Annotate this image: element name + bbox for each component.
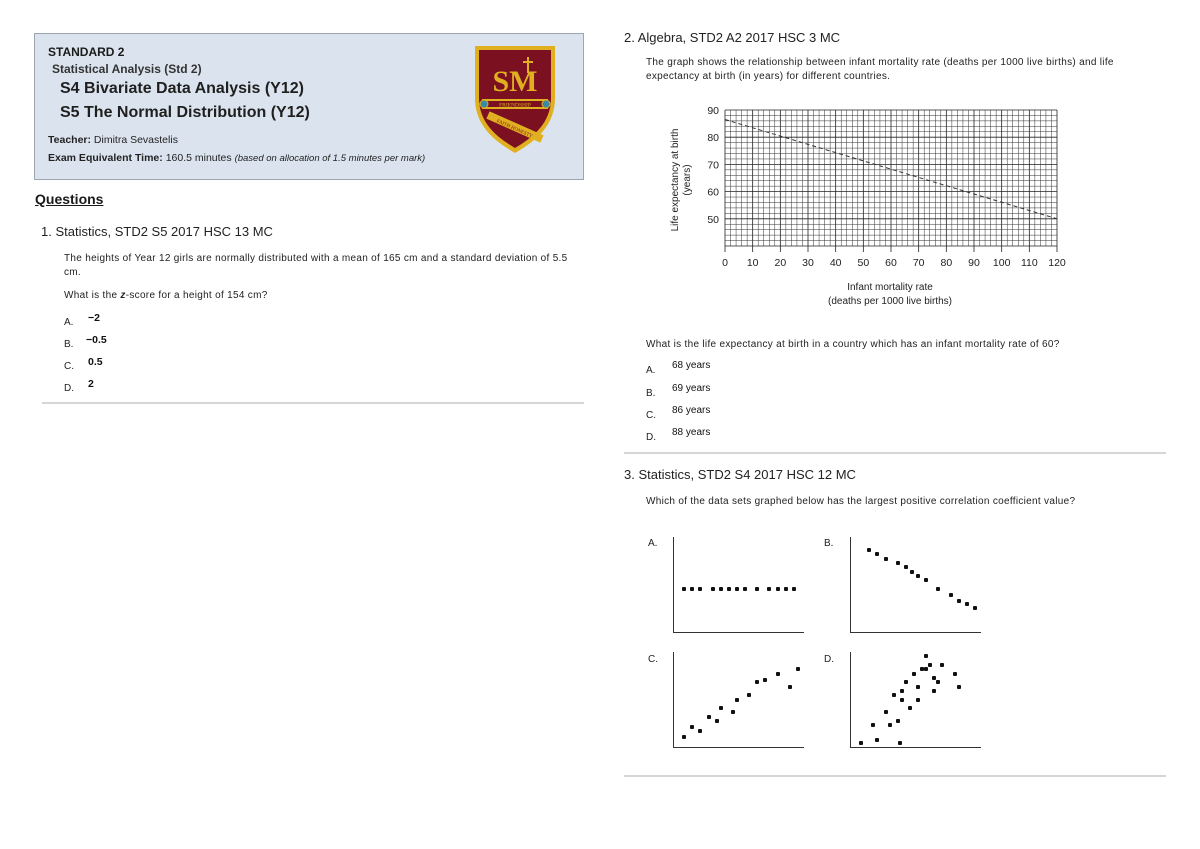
scatter-point [957, 599, 961, 603]
standard-label: STANDARD 2 [48, 45, 125, 59]
q2-title: Algebra, STD2 A2 2017 HSC 3 MC [637, 30, 841, 45]
option-label: A. [646, 365, 656, 376]
option-label: B. [64, 339, 74, 350]
scatter-point [965, 602, 969, 606]
q2-number: 2. [624, 30, 635, 45]
q1-number: 1. [41, 224, 52, 239]
scatter-point [871, 723, 875, 727]
scatter-point [912, 672, 916, 676]
y-tick-label: 70 [707, 159, 719, 172]
q1-option-b[interactable] [64, 334, 107, 352]
scatter-point [940, 663, 944, 667]
q2-heading [624, 30, 840, 45]
x-ticks [722, 246, 1066, 269]
x-tick-label: 70 [912, 257, 925, 269]
exam-time-note: (based on allocation of 1.5 minutes per mark) [234, 153, 426, 164]
option-value: −2 [88, 312, 100, 324]
scatter-point [875, 552, 879, 556]
scatter-point [900, 698, 904, 702]
scatter-point [763, 678, 767, 682]
teacher-line [48, 134, 178, 146]
panel-a-label: A. [648, 538, 658, 549]
scatter-point [859, 741, 863, 745]
teacher-label: Teacher: [48, 134, 91, 146]
scatter-point [747, 693, 751, 697]
q1-prompt-z: z [120, 290, 126, 301]
x-tick-label: 110 [1020, 257, 1038, 269]
scatter-point [788, 685, 792, 689]
q2-option-d[interactable] [646, 427, 711, 445]
scatter-point [904, 680, 908, 684]
scatter-point [888, 723, 892, 727]
x-axis-label-units: (deaths per 1000 live births) [828, 296, 952, 307]
q2-option-a[interactable] [646, 360, 711, 378]
scatter-point [924, 667, 928, 671]
option-label: D. [646, 432, 656, 443]
option-value: 69 years [672, 383, 711, 394]
scatter-point [707, 715, 711, 719]
scatter-point [875, 738, 879, 742]
scatter-point [690, 587, 694, 591]
scatter-point [743, 587, 747, 591]
option-value: 88 years [672, 427, 711, 438]
crest-motto: FAITH HONESTY [495, 119, 534, 140]
scatter-panel-a[interactable] [673, 537, 804, 633]
x-tick-label: 10 [746, 257, 759, 269]
scatter-point [727, 587, 731, 591]
scatter-point [904, 565, 908, 569]
scatter-point [682, 587, 686, 591]
y-tick-label: 80 [707, 132, 719, 145]
x-tick-label: 60 [885, 257, 897, 269]
scatter-point [867, 548, 871, 552]
scatter-point [755, 680, 759, 684]
chart-grid [725, 110, 1057, 246]
panel-d-label: D. [824, 654, 834, 665]
option-value: −0.5 [86, 334, 107, 346]
scatter-panel-c[interactable] [673, 652, 804, 748]
scatter-point [719, 587, 723, 591]
questions-heading: Questions [35, 191, 104, 207]
scatter-point [898, 741, 902, 745]
topic-2: S5 The Normal Distribution (Y12) [60, 104, 310, 121]
exam-time-line [48, 152, 425, 164]
y-ticks [707, 105, 719, 226]
scatter-point [719, 706, 723, 710]
scatter-point [896, 561, 900, 565]
q1-option-a[interactable] [64, 312, 100, 330]
x-tick-label: 0 [722, 257, 728, 269]
x-tick-label: 40 [829, 257, 842, 269]
q1-option-d[interactable] [64, 378, 94, 396]
topic-1: S4 Bivariate Data Analysis (Y12) [60, 80, 304, 97]
y-tick-label: 60 [707, 186, 719, 199]
q1-prompt-post: -score for a height of 154 cm? [125, 290, 268, 301]
option-label: B. [646, 388, 656, 399]
q3-heading [624, 467, 856, 482]
x-tick-label: 90 [968, 257, 980, 269]
scatter-point [900, 689, 904, 693]
q2-body: The graph shows the relationship between infant mortality rate (deaths per 1000 live births) and life expectancy at birth (in years) for different countries. [646, 57, 1114, 82]
scatter-point [953, 672, 957, 676]
scatter-point [792, 587, 796, 591]
scatter-point [916, 685, 920, 689]
scatter-point [711, 587, 715, 591]
scatter-point [731, 710, 735, 714]
q1-prompt-pre: What is the [64, 290, 121, 301]
q1-body: The heights of Year 12 girls are normally distributed with a mean of 165 cm and a standard deviation of 5.5 cm. [64, 253, 568, 278]
scatter-point [690, 725, 694, 729]
y-axis-label-units: (years) [682, 164, 693, 196]
scatter-point [949, 593, 953, 597]
option-value: 0.5 [88, 356, 103, 368]
option-label: C. [64, 361, 74, 372]
school-crest-logo [472, 43, 558, 155]
scatter-point [916, 698, 920, 702]
q2-option-c[interactable] [646, 405, 711, 423]
q3-body: Which of the data sets graphed below has the largest positive correlation coefficient value? [646, 496, 1076, 507]
option-label: D. [64, 383, 74, 394]
scatter-point [884, 557, 888, 561]
scatter-point [924, 578, 928, 582]
crest-monogram: SM [492, 65, 538, 98]
scatter-point [928, 663, 932, 667]
scatter-point [776, 672, 780, 676]
scatter-point [936, 587, 940, 591]
scatter-point [767, 587, 771, 591]
scatter-point [957, 685, 961, 689]
x-tick-label: 50 [857, 257, 870, 269]
q1-heading [41, 224, 273, 239]
exam-time-value: 160.5 minutes [165, 152, 232, 164]
scatter-panel-b[interactable] [850, 537, 981, 633]
option-value: 2 [88, 378, 94, 390]
scatter-point [796, 667, 800, 671]
q3-title: Statistics, STD2 S4 2017 HSC 12 MC [638, 467, 856, 482]
scatter-point [932, 689, 936, 693]
scatter-point [910, 570, 914, 574]
crest-banner-text: FRIENDSHIP [499, 102, 531, 109]
option-value: 86 years [672, 405, 711, 416]
q1-option-c[interactable] [64, 356, 103, 374]
option-label: A. [64, 317, 74, 328]
scatter-panel-d[interactable] [850, 652, 981, 748]
y-tick-label: 90 [707, 105, 719, 117]
exam-time-label: Exam Equivalent Time: [48, 152, 163, 164]
panel-c-label: C. [648, 654, 658, 665]
scatter-point [755, 587, 759, 591]
x-tick-label: 100 [992, 257, 1011, 269]
course-label: Statistical Analysis (Std 2) [52, 62, 202, 76]
scatter-point [735, 698, 739, 702]
x-tick-label: 120 [1048, 257, 1066, 269]
q3-number: 3. [624, 467, 635, 482]
scatter-point [884, 710, 888, 714]
scatter-point [908, 706, 912, 710]
scatter-point [776, 587, 780, 591]
q3-divider [624, 775, 1166, 777]
scatter-point [896, 719, 900, 723]
teacher-name: Dimitra Sevastelis [93, 134, 178, 146]
scatter-point [973, 606, 977, 610]
scatter-point [924, 654, 928, 658]
scatter-point [784, 587, 788, 591]
x-tick-label: 30 [802, 257, 814, 269]
q1-prompt [64, 289, 268, 303]
q2-prompt: What is the life expectancy at birth in a country which has an infant mortality rate of 60? [646, 339, 1060, 350]
q2-option-b[interactable] [646, 383, 711, 401]
scatter-point [936, 680, 940, 684]
q1-divider [42, 402, 584, 404]
q2-divider [624, 452, 1166, 454]
panel-b-label: B. [824, 538, 834, 549]
scatter-point [698, 729, 702, 733]
scatter-point [715, 719, 719, 723]
y-tick-label: 50 [707, 213, 719, 226]
life-expectancy-chart [660, 100, 1080, 312]
scatter-point [735, 587, 739, 591]
option-label: C. [646, 410, 656, 421]
x-axis-label: Infant mortality rate [847, 282, 933, 293]
scatter-point [698, 587, 702, 591]
scatter-point [682, 735, 686, 739]
scatter-point [916, 574, 920, 578]
q1-title: Statistics, STD2 S5 2017 HSC 13 MC [55, 224, 273, 239]
x-tick-label: 80 [940, 257, 953, 269]
x-tick-label: 20 [774, 257, 787, 269]
option-value: 68 years [672, 360, 711, 371]
scatter-point [892, 693, 896, 697]
y-axis-label: Life expectancy at birth [670, 128, 681, 232]
